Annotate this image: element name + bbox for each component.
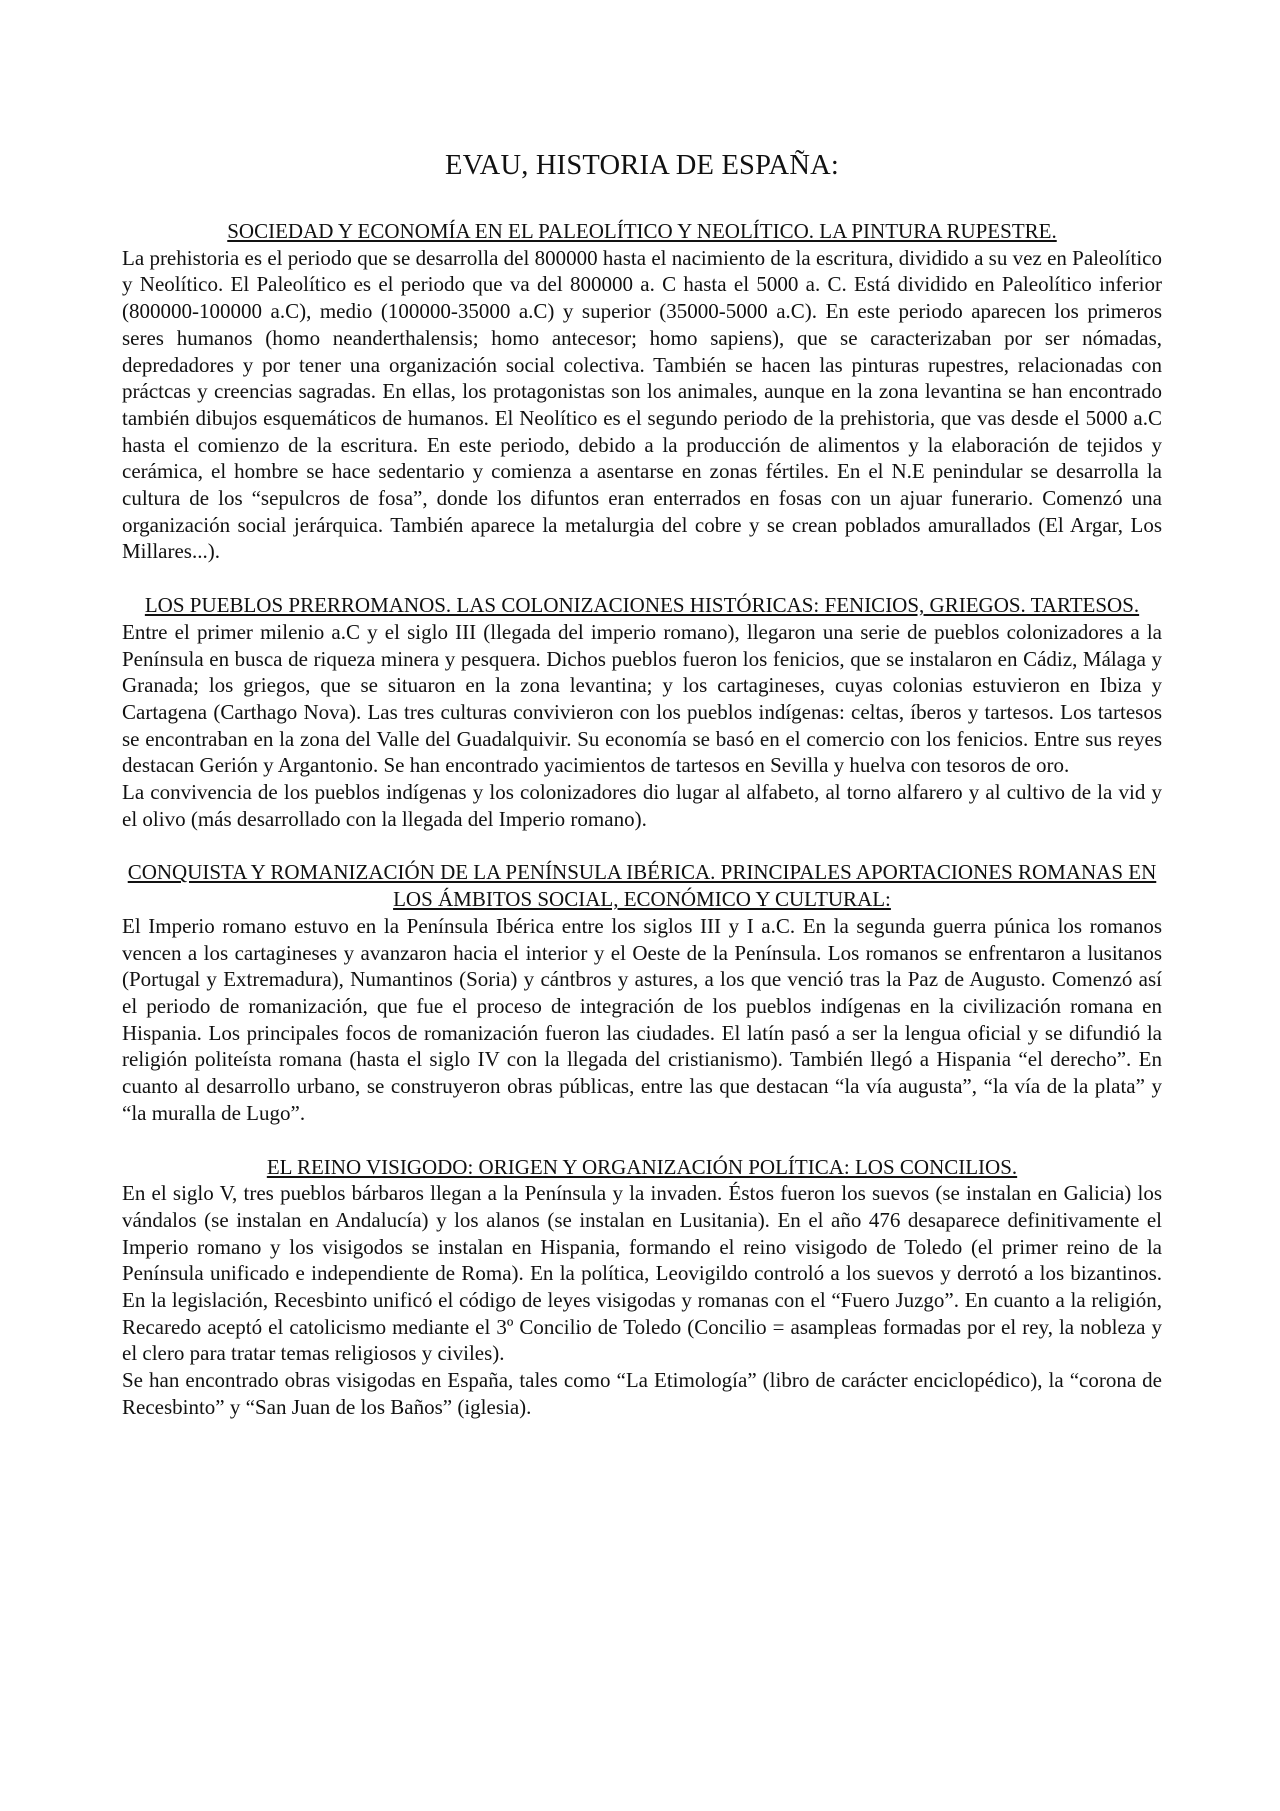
paragraph: Se han encontrado obras visigodas en España, tales como “La Etimología” (libro de carácter enciclopédico), la “corona de Recesbinto” y “San Juan de los Baños” (iglesia).: [122, 1368, 1162, 1419]
paragraph: La convivencia de los pueblos indígenas y los colonizadores dio lugar al alfabeto, al torno alfarero y al cultivo de la vid y el olivo (más desarrollado con la llegada del Imperio romano).: [122, 780, 1162, 831]
section-body: [122, 619, 1162, 833]
section-body: [122, 245, 1162, 565]
section-body: [122, 913, 1162, 1127]
document-title: EVAU, HISTORIA DE ESPAÑA:: [444, 150, 840, 181]
paragraph: El Imperio romano estuvo en la Península Ibérica entre los siglos III y I a.C. En la segunda guerra púnica los romanos vencen a los cartagineses y avanzaron hacia el interior y el Oeste de la Península. Los romanos se enfrentaron a lusitanos (Portugal y Extremadura), Numantinos (Soria) y cántbros y astures, a los que venció tras la Paz de Augusto. Comenzó así el periodo de romanización, que fue el proceso de integración de los pueblos indígenas en la civilización romana en Hispania. Los principales focos de romanización fueron las ciudades. El latín pasó a ser la lengua oficial y se difundió la religión politeísta romana (hasta el siglo IV con la llegada del cristianismo). También llegó a Hispania “el derecho”. En cuanto al desarrollo urbano, se construyeron obras públicas, entre las que destacan “la vía augusta”, “la vía de la plata” y “la muralla de Lugo”.: [122, 913, 1162, 1125]
section-pueblos-prerromanos: [122, 592, 1162, 832]
section-paleolitico-neolitico: [122, 218, 1162, 565]
section-heading: LOS PUEBLOS PRERROMANOS. LAS COLONIZACIONES HISTÓRICAS: FENICIOS, GRIEGOS. TARTESOS.: [144, 593, 1140, 618]
section-body: [122, 1180, 1162, 1420]
section-reino-visigodo: [122, 1154, 1162, 1421]
paragraph: En el siglo V, tres pueblos bárbaros llegan a la Península y la invaden. Éstos fueron los suevos (se instalan en Galicia) los vándalos (se instalan en Andalucía) y los alanos (se instalan en Lusitania). En el año 476 desaparece definitivamente el Imperio romano y los visigodos se instalan en Hispania, formando el reino visigodo de Toledo (el primer reino de la Península unificado e independiente de Roma). En la política, Leovigildo controló a los suevos y derrotó a los bizantinos. En la legislación, Recesbinto unificó el código de leyes visigodas y romanas con el “Fuero Juzgo”. En cuanto a la religión, Recaredo aceptó el catolicismo mediante el 3º Concilio de Toledo (Concilio = asampleas formadas por el rey, la nobleza y el clero para tratar temas religiosos y civiles).: [122, 1181, 1162, 1366]
paragraph: La prehistoria es el periodo que se desarrolla del 800000 hasta el nacimiento de la escritura, dividido a su vez en Paleolítico y Neolítico. El Paleolítico es el periodo que va del 800000 a. C hasta el 5000 a. C. Está dividido en Paleolítico inferior (800000-100000 a.C), medio (100000-35000 a.C) y superior (35000-5000 a.C). En este periodo aparecen los primeros seres humanos (homo neanderthalensis; homo antecesor; homo sapiens), que se caracterizaban por ser nómadas, depredadores y por tener una organización social colectiva. También se hacen las pinturas rupestres, relacionadas con práctcas y creencias sagradas. En ellas, los protagonistas son los animales, aunque en la zona levantina se han encontrado también dibujos esquemáticos de humanos. El Neolítico es el segundo periodo de la prehistoria, que vas desde el 5000 a.C hasta el comienzo de la escritura. En este periodo, debido a la producción de alimentos y la elaboración de tejidos y cerámica, el hombre se hace sedentario y comienza a asentarse en zonas fértiles. En el N.E penindular se desarrolla la cultura de los “sepulcros de fosa”, donde los difuntos eran enterrados en fosas con un ajuar funerario. Comenzó una organización social jerárquica. También aparece la metalurgia del cobre y se crean poblados amurallados (El Argar, Los Millares...).: [122, 245, 1162, 564]
section-romanizacion: [122, 859, 1162, 1126]
document-page: [122, 150, 1162, 1448]
paragraph: Entre el primer milenio a.C y el siglo III (llegada del imperio romano), llegaron una serie de pueblos colonizadores a la Península en busca de riqueza minera y pesquera. Dichos pueblos fueron los fenicios, que se instalaron en Cádiz, Málaga y Granada; los griegos, que se situaron en la zona levantina; y los cartagineses, cuyas colonias estuvieron en Ibiza y Cartagena (Carthago Nova). Las tres culturas convivieron con los pueblos indígenas: celtas, íberos y tartesos. Los tartesos se encontraban en la zona del Valle del Guadalquivir. Su economía se basó en el comercio con los fenicios. Entre sus reyes destacan Gerión y Argantonio. Se han encontrado yacimientos de tartesos en Sevilla y huelva con tesoros de oro.: [122, 619, 1162, 778]
section-heading: EL REINO VISIGODO: ORIGEN Y ORGANIZACIÓN POLÍTICA: LOS CONCILIOS.: [266, 1154, 1018, 1179]
section-heading: SOCIEDAD Y ECONOMÍA EN EL PALEOLÍTICO Y NEOLÍTICO. LA PINTURA RUPESTRE.: [227, 219, 1057, 243]
section-heading: CONQUISTA Y ROMANIZACIÓN DE LA PENÍNSULA IBÉRICA. PRINCIPALES APORTACIONES ROMANAS EN LOS ÁMBITOS SOCIAL, ECONÓMICO Y CULTURAL:: [127, 860, 1157, 912]
